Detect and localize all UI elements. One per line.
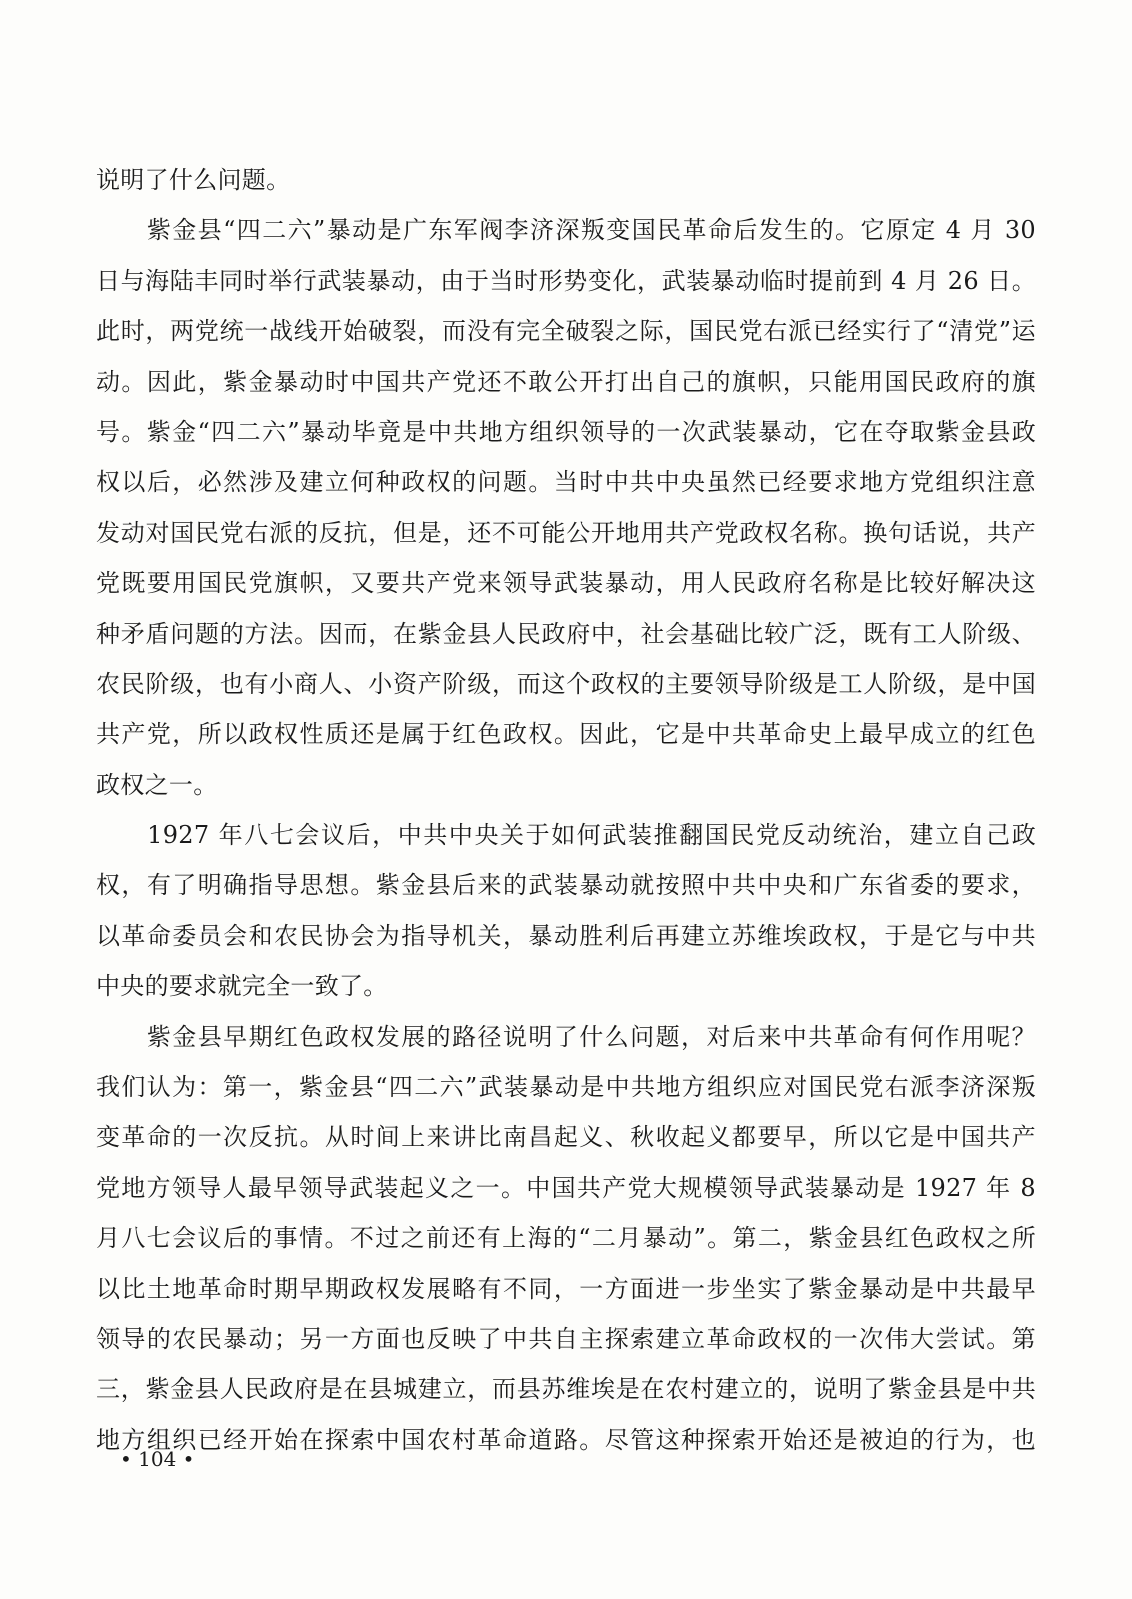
text-line: 以比土地革命时期早期政权发展略有不同，一方面进一步坐实了紫金暴动是中共最早 — [96, 1274, 1036, 1303]
text-line: 此时，两党统一战线开始破裂，而没有完全破裂之际，国民党右派已经实行了“清党”运 — [96, 317, 1036, 346]
text-line: 权以后，必然涉及建立何种政权的问题。当时中共中央虽然已经要求地方党组织注意 — [96, 468, 1036, 497]
text-line: 日与海陆丰同时举行武装暴动，由于当时形势变化，武装暴动临时提前到 4 月 26 日。 — [96, 266, 1036, 295]
text-line: 我们认为：第一，紫金县“四二六”武装暴动是中共地方组织应对国民党右派李济深叛 — [96, 1073, 1036, 1102]
text-line: 种矛盾问题的方法。因而，在紫金县人民政府中，社会基础比较广泛，既有工人阶级、 — [96, 619, 1036, 648]
text-line: 权，有了明确指导思想。紫金县后来的武装暴动就按照中共中央和广东省委的要求， — [96, 871, 1036, 900]
text-line: 共产党，所以政权性质还是属于红色政权。因此，它是中共革命史上最早成立的红色 — [96, 720, 1036, 749]
text-line: 紫金县早期红色政权发展的路径说明了什么问题，对后来中共革命有何作用呢？ — [96, 1022, 1036, 1051]
text-line: 紫金县“四二六”暴动是广东军阀李济深叛变国民革命后发生的。它原定 4 月 30 — [96, 216, 1036, 245]
text-line: 号。紫金“四二六”暴动毕竟是中共地方组织领导的一次武装暴动，它在夺取紫金县政 — [96, 417, 1036, 446]
text-line: 变革命的一次反抗。从时间上来讲比南昌起义、秋收起义都要早，所以它是中国共产 — [96, 1123, 1036, 1152]
text-line: 党既要用国民党旗帜，又要共产党来领导武装暴动，用人民政府名称是比较好解决这 — [96, 569, 1036, 598]
text-line: 地方组织已经开始在探索中国农村革命道路。尽管这种探索开始还是被迫的行为，也 — [96, 1425, 1036, 1454]
body-text — [96, 155, 1036, 1465]
text-line: 农民阶级，也有小商人、小资产阶级，而这个政权的主要领导阶级是工人阶级，是中国 — [96, 669, 1036, 698]
text-line: 动。因此，紫金暴动时中国共产党还不敢公开打出自己的旗帜，只能用国民政府的旗 — [96, 367, 1036, 396]
text-line: 政权之一。 — [96, 770, 218, 799]
text-line: 三，紫金县人民政府是在县城建立，而县苏维埃是在农村建立的，说明了紫金县是中共 — [96, 1375, 1036, 1404]
page-number: • 104 • — [120, 1447, 195, 1471]
text-line: 党地方领导人最早领导武装起义之一。中国共产党大规模领导武装暴动是 1927 年 8 — [96, 1173, 1036, 1202]
text-line: 月八七会议后的事情。不过之前还有上海的“二月暴动”。第二，紫金县红色政权之所 — [96, 1224, 1036, 1253]
text-line: 中央的要求就完全一致了。 — [96, 972, 388, 1001]
text-line: 说明了什么问题。 — [96, 166, 291, 194]
text-line: 发动对国民党右派的反抗，但是，还不可能公开地用共产党政权名称。换句话说，共产 — [96, 518, 1036, 547]
text-line: 1927 年八七会议后，中共中央关于如何武装推翻国民党反动统治，建立自己政 — [96, 821, 1036, 850]
text-line: 以革命委员会和农民协会为指导机关，暴动胜利后再建立苏维埃政权，于是它与中共 — [96, 921, 1036, 950]
text-line: 领导的农民暴动；另一方面也反映了中共自主探索建立革命政权的一次伟大尝试。第 — [96, 1324, 1036, 1353]
